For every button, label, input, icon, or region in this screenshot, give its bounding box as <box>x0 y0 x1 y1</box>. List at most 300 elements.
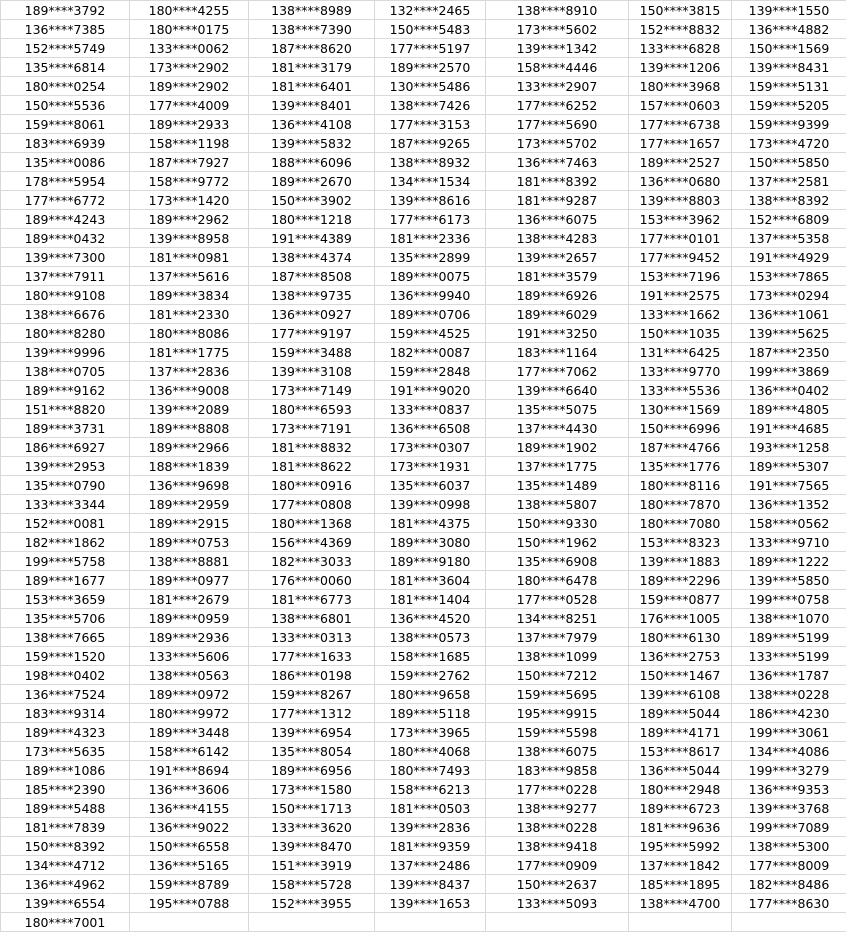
table-cell[interactable]: 181****9287 <box>486 191 629 210</box>
table-cell[interactable]: 136****7385 <box>1 20 130 39</box>
table-cell[interactable]: 177****5690 <box>486 115 629 134</box>
table-cell[interactable]: 136****2753 <box>629 647 732 666</box>
table-cell[interactable]: 199****7089 <box>732 818 846 837</box>
table-cell[interactable]: 133****2907 <box>486 77 629 96</box>
table-cell[interactable]: 136****0680 <box>629 172 732 191</box>
table-cell[interactable]: 189****3448 <box>130 723 249 742</box>
table-cell[interactable]: 150****6558 <box>130 837 249 856</box>
table-cell[interactable]: 181****3604 <box>375 571 486 590</box>
table-cell[interactable]: 195****5992 <box>629 837 732 856</box>
table-cell[interactable]: 181****8392 <box>486 172 629 191</box>
table-cell[interactable]: 177****1312 <box>249 704 375 723</box>
table-cell[interactable]: 136****5165 <box>130 856 249 875</box>
table-cell[interactable]: 133****9770 <box>629 362 732 381</box>
table-cell[interactable]: 137****5616 <box>130 267 249 286</box>
table-cell[interactable]: 180****8280 <box>1 324 130 343</box>
table-cell[interactable]: 177****0101 <box>629 229 732 248</box>
table-cell[interactable]: 199****3279 <box>732 761 846 780</box>
table-cell[interactable]: 180****0175 <box>130 20 249 39</box>
table-cell[interactable]: 186****6927 <box>1 438 130 457</box>
table-cell[interactable]: 138****6676 <box>1 305 130 324</box>
table-cell[interactable]: 159****5695 <box>486 685 629 704</box>
table-cell[interactable]: 189****5118 <box>375 704 486 723</box>
table-cell[interactable]: 191****4685 <box>732 419 846 438</box>
table-cell[interactable]: 159****0877 <box>629 590 732 609</box>
table-cell[interactable]: 139****1550 <box>732 1 846 20</box>
table-cell[interactable]: 189****4805 <box>732 400 846 419</box>
table-cell[interactable]: 181****4375 <box>375 514 486 533</box>
table-cell[interactable]: 137****2486 <box>375 856 486 875</box>
table-cell[interactable]: 187****9265 <box>375 134 486 153</box>
table-cell[interactable]: 130****5486 <box>375 77 486 96</box>
table-cell[interactable]: 173****2902 <box>130 58 249 77</box>
table-cell[interactable]: 182****3033 <box>249 552 375 571</box>
table-cell[interactable]: 199****5758 <box>1 552 130 571</box>
table-cell[interactable]: 152****0081 <box>1 514 130 533</box>
table-cell[interactable]: 153****8617 <box>629 742 732 761</box>
table-cell[interactable]: 136****9022 <box>130 818 249 837</box>
table-cell[interactable]: 150****7212 <box>486 666 629 685</box>
table-cell[interactable]: 136****6508 <box>375 419 486 438</box>
table-cell[interactable]: 180****8116 <box>629 476 732 495</box>
table-cell[interactable]: 139****6954 <box>249 723 375 742</box>
table-cell[interactable]: 131****6425 <box>629 343 732 362</box>
table-cell[interactable] <box>375 913 486 932</box>
table-cell[interactable]: 189****2670 <box>249 172 375 191</box>
table-cell[interactable]: 177****1633 <box>249 647 375 666</box>
table-cell[interactable]: 183****9858 <box>486 761 629 780</box>
table-cell[interactable]: 150****2637 <box>486 875 629 894</box>
table-cell[interactable]: 189****2966 <box>130 438 249 457</box>
table-cell[interactable]: 181****6401 <box>249 77 375 96</box>
table-cell[interactable]: 158****6213 <box>375 780 486 799</box>
table-cell[interactable]: 180****8086 <box>130 324 249 343</box>
table-cell[interactable]: 181****0503 <box>375 799 486 818</box>
table-cell[interactable]: 156****4369 <box>249 533 375 552</box>
table-cell[interactable]: 138****0228 <box>486 818 629 837</box>
table-cell[interactable]: 189****8808 <box>130 419 249 438</box>
table-cell[interactable]: 150****5536 <box>1 96 130 115</box>
table-cell[interactable]: 138****0573 <box>375 628 486 647</box>
table-cell[interactable]: 177****6252 <box>486 96 629 115</box>
table-cell[interactable]: 177****6738 <box>629 115 732 134</box>
table-cell[interactable]: 180****4255 <box>130 1 249 20</box>
table-cell[interactable]: 189****2933 <box>130 115 249 134</box>
table-cell[interactable]: 150****8392 <box>1 837 130 856</box>
table-cell[interactable]: 181****1775 <box>130 343 249 362</box>
table-cell[interactable]: 153****7196 <box>629 267 732 286</box>
table-cell[interactable]: 189****0977 <box>130 571 249 590</box>
table-cell[interactable]: 181****3579 <box>486 267 629 286</box>
table-cell[interactable]: 139****2953 <box>1 457 130 476</box>
table-cell[interactable]: 135****5706 <box>1 609 130 628</box>
table-cell[interactable]: 186****4230 <box>732 704 846 723</box>
table-cell[interactable]: 159****8789 <box>130 875 249 894</box>
table-cell[interactable]: 199****0758 <box>732 590 846 609</box>
table-cell[interactable]: 187****8620 <box>249 39 375 58</box>
table-cell[interactable]: 189****5488 <box>1 799 130 818</box>
table-cell[interactable]: 139****1883 <box>629 552 732 571</box>
table-cell[interactable]: 173****5635 <box>1 742 130 761</box>
table-cell[interactable]: 134****4086 <box>732 742 846 761</box>
table-cell[interactable]: 138****8989 <box>249 1 375 20</box>
table-cell[interactable]: 183****1164 <box>486 343 629 362</box>
table-cell[interactable]: 139****8437 <box>375 875 486 894</box>
table-cell[interactable]: 150****6996 <box>629 419 732 438</box>
table-cell[interactable]: 189****0706 <box>375 305 486 324</box>
table-cell[interactable]: 159****5598 <box>486 723 629 742</box>
table-cell[interactable]: 177****0228 <box>486 780 629 799</box>
table-cell[interactable]: 180****7001 <box>1 913 130 932</box>
table-cell[interactable]: 138****5300 <box>732 837 846 856</box>
table-cell[interactable]: 189****2296 <box>629 571 732 590</box>
table-cell[interactable]: 136****0402 <box>732 381 846 400</box>
table-cell[interactable]: 189****4171 <box>629 723 732 742</box>
table-cell[interactable]: 133****5093 <box>486 894 629 913</box>
table-cell[interactable]: 187****7927 <box>130 153 249 172</box>
table-cell[interactable]: 136****4108 <box>249 115 375 134</box>
table-cell[interactable] <box>249 913 375 932</box>
table-cell[interactable]: 189****2902 <box>130 77 249 96</box>
table-cell[interactable]: 136****9008 <box>130 381 249 400</box>
table-cell[interactable]: 150****1569 <box>732 39 846 58</box>
table-cell[interactable]: 187****8508 <box>249 267 375 286</box>
table-cell[interactable]: 189****2527 <box>629 153 732 172</box>
table-cell[interactable]: 159****1520 <box>1 647 130 666</box>
table-cell[interactable]: 177****0808 <box>249 495 375 514</box>
table-cell[interactable]: 159****4525 <box>375 324 486 343</box>
table-cell[interactable]: 182****8486 <box>732 875 846 894</box>
table-cell[interactable]: 135****6037 <box>375 476 486 495</box>
table-cell[interactable]: 136****4962 <box>1 875 130 894</box>
table-cell[interactable]: 189****6956 <box>249 761 375 780</box>
table-cell[interactable]: 150****3902 <box>249 191 375 210</box>
table-cell[interactable]: 136****4155 <box>130 799 249 818</box>
table-cell[interactable]: 139****6108 <box>629 685 732 704</box>
table-cell[interactable]: 185****1895 <box>629 875 732 894</box>
table-cell[interactable] <box>629 913 732 932</box>
table-cell[interactable]: 150****1713 <box>249 799 375 818</box>
table-cell[interactable]: 189****5307 <box>732 457 846 476</box>
table-cell[interactable]: 137****1775 <box>486 457 629 476</box>
table-cell[interactable]: 180****6593 <box>249 400 375 419</box>
table-cell[interactable]: 152****6809 <box>732 210 846 229</box>
table-cell[interactable]: 173****1580 <box>249 780 375 799</box>
table-cell[interactable]: 139****5832 <box>249 134 375 153</box>
table-cell[interactable]: 189****4323 <box>1 723 130 742</box>
table-cell[interactable]: 139****5625 <box>732 324 846 343</box>
table-cell[interactable]: 136****3606 <box>130 780 249 799</box>
table-cell[interactable]: 189****2936 <box>130 628 249 647</box>
table-cell[interactable]: 189****2570 <box>375 58 486 77</box>
table-cell[interactable]: 187****4766 <box>629 438 732 457</box>
table-cell[interactable]: 138****6801 <box>249 609 375 628</box>
table-cell[interactable]: 180****1218 <box>249 210 375 229</box>
table-cell[interactable]: 139****3108 <box>249 362 375 381</box>
table-cell[interactable]: 138****4283 <box>486 229 629 248</box>
table-cell[interactable]: 134****4712 <box>1 856 130 875</box>
table-cell[interactable]: 181****2336 <box>375 229 486 248</box>
table-cell[interactable]: 132****2465 <box>375 1 486 20</box>
table-cell[interactable]: 177****0909 <box>486 856 629 875</box>
table-cell[interactable]: 181****2679 <box>130 590 249 609</box>
table-cell[interactable]: 137****7979 <box>486 628 629 647</box>
table-cell[interactable]: 183****6939 <box>1 134 130 153</box>
table-cell[interactable]: 176****0060 <box>249 571 375 590</box>
table-cell[interactable]: 180****6130 <box>629 628 732 647</box>
table-cell[interactable]: 159****2762 <box>375 666 486 685</box>
table-cell[interactable]: 188****1839 <box>130 457 249 476</box>
table-cell[interactable] <box>130 913 249 932</box>
table-cell[interactable]: 133****0313 <box>249 628 375 647</box>
table-cell[interactable]: 136****9698 <box>130 476 249 495</box>
table-cell[interactable]: 139****6554 <box>1 894 130 913</box>
table-cell[interactable]: 189****0959 <box>130 609 249 628</box>
table-cell[interactable]: 191****9020 <box>375 381 486 400</box>
table-cell[interactable]: 137****1842 <box>629 856 732 875</box>
table-cell[interactable]: 158****0562 <box>732 514 846 533</box>
table-cell[interactable]: 177****6173 <box>375 210 486 229</box>
table-cell[interactable]: 159****8061 <box>1 115 130 134</box>
table-cell[interactable]: 177****9197 <box>249 324 375 343</box>
table-cell[interactable]: 137****4430 <box>486 419 629 438</box>
table-cell[interactable]: 180****9108 <box>1 286 130 305</box>
table-cell[interactable]: 136****7524 <box>1 685 130 704</box>
table-cell[interactable]: 135****5075 <box>486 400 629 419</box>
table-cell[interactable]: 191****8694 <box>130 761 249 780</box>
table-cell[interactable]: 189****2962 <box>130 210 249 229</box>
table-cell[interactable]: 189****6926 <box>486 286 629 305</box>
table-cell[interactable]: 177****8630 <box>732 894 846 913</box>
table-cell[interactable]: 136****1787 <box>732 666 846 685</box>
table-cell[interactable]: 173****4720 <box>732 134 846 153</box>
table-cell[interactable]: 138****9735 <box>249 286 375 305</box>
table-cell[interactable]: 135****0086 <box>1 153 130 172</box>
table-cell[interactable]: 189****4243 <box>1 210 130 229</box>
table-cell[interactable]: 193****1258 <box>732 438 846 457</box>
table-cell[interactable]: 135****1489 <box>486 476 629 495</box>
table-cell[interactable]: 181****7839 <box>1 818 130 837</box>
table-cell[interactable]: 189****9180 <box>375 552 486 571</box>
table-cell[interactable]: 158****4446 <box>486 58 629 77</box>
table-cell[interactable]: 188****6096 <box>249 153 375 172</box>
table-cell[interactable]: 191****7565 <box>732 476 846 495</box>
table-cell[interactable]: 183****9314 <box>1 704 130 723</box>
table-cell[interactable]: 181****3179 <box>249 58 375 77</box>
table-cell[interactable]: 138****7665 <box>1 628 130 647</box>
table-cell[interactable]: 133****1662 <box>629 305 732 324</box>
table-cell[interactable]: 139****7300 <box>1 248 130 267</box>
table-cell[interactable]: 191****4929 <box>732 248 846 267</box>
table-cell[interactable]: 138****5807 <box>486 495 629 514</box>
table-cell[interactable]: 180****9658 <box>375 685 486 704</box>
table-cell[interactable]: 137****5358 <box>732 229 846 248</box>
table-cell[interactable]: 139****3768 <box>732 799 846 818</box>
table-cell[interactable]: 181****1404 <box>375 590 486 609</box>
table-cell[interactable]: 137****7911 <box>1 267 130 286</box>
table-cell[interactable]: 191****3250 <box>486 324 629 343</box>
table-cell[interactable]: 136****1352 <box>732 495 846 514</box>
table-cell[interactable]: 139****1206 <box>629 58 732 77</box>
table-cell[interactable]: 177****0528 <box>486 590 629 609</box>
table-cell[interactable]: 136****4882 <box>732 20 846 39</box>
table-cell[interactable]: 152****8832 <box>629 20 732 39</box>
table-cell[interactable]: 181****8622 <box>249 457 375 476</box>
table-cell[interactable]: 180****7080 <box>629 514 732 533</box>
table-cell[interactable]: 185****2390 <box>1 780 130 799</box>
table-cell[interactable]: 136****4520 <box>375 609 486 628</box>
table-cell[interactable]: 139****8431 <box>732 58 846 77</box>
table-cell[interactable]: 138****0705 <box>1 362 130 381</box>
table-cell[interactable]: 137****2836 <box>130 362 249 381</box>
table-cell[interactable]: 173****7191 <box>249 419 375 438</box>
table-cell[interactable]: 138****8881 <box>130 552 249 571</box>
table-cell[interactable]: 180****7493 <box>375 761 486 780</box>
table-cell[interactable]: 139****8958 <box>130 229 249 248</box>
table-cell[interactable]: 159****2848 <box>375 362 486 381</box>
table-cell[interactable]: 137****2581 <box>732 172 846 191</box>
table-cell[interactable]: 177****6772 <box>1 191 130 210</box>
table-cell[interactable]: 153****3659 <box>1 590 130 609</box>
table-cell[interactable]: 138****6075 <box>486 742 629 761</box>
table-cell[interactable]: 134****8251 <box>486 609 629 628</box>
table-cell[interactable]: 181****6773 <box>249 590 375 609</box>
table-cell[interactable]: 135****6908 <box>486 552 629 571</box>
table-cell[interactable]: 135****1776 <box>629 457 732 476</box>
table-cell[interactable]: 157****0603 <box>629 96 732 115</box>
table-cell[interactable]: 181****8832 <box>249 438 375 457</box>
table-cell[interactable] <box>732 913 846 932</box>
table-cell[interactable]: 136****7463 <box>486 153 629 172</box>
table-cell[interactable]: 189****3080 <box>375 533 486 552</box>
table-cell[interactable]: 173****7149 <box>249 381 375 400</box>
table-cell[interactable]: 195****9915 <box>486 704 629 723</box>
table-cell[interactable]: 136****6075 <box>486 210 629 229</box>
table-cell[interactable]: 173****1931 <box>375 457 486 476</box>
table-cell[interactable]: 139****9996 <box>1 343 130 362</box>
table-cell[interactable]: 191****4389 <box>249 229 375 248</box>
table-cell[interactable]: 133****5199 <box>732 647 846 666</box>
table-cell[interactable]: 138****4700 <box>629 894 732 913</box>
table-cell[interactable]: 133****3620 <box>249 818 375 837</box>
table-cell[interactable]: 153****7865 <box>732 267 846 286</box>
table-cell[interactable]: 133****9710 <box>732 533 846 552</box>
table-cell[interactable]: 139****2657 <box>486 248 629 267</box>
table-cell[interactable]: 189****1677 <box>1 571 130 590</box>
table-cell[interactable]: 180****0916 <box>249 476 375 495</box>
table-cell[interactable]: 180****3968 <box>629 77 732 96</box>
table-cell[interactable]: 189****2959 <box>130 495 249 514</box>
table-cell[interactable] <box>486 913 629 932</box>
table-cell[interactable]: 150****9330 <box>486 514 629 533</box>
table-cell[interactable]: 133****6828 <box>629 39 732 58</box>
table-cell[interactable]: 177****9452 <box>629 248 732 267</box>
table-cell[interactable]: 139****2089 <box>130 400 249 419</box>
table-cell[interactable]: 133****5606 <box>130 647 249 666</box>
table-cell[interactable]: 177****4009 <box>130 96 249 115</box>
table-cell[interactable]: 139****1653 <box>375 894 486 913</box>
table-cell[interactable]: 153****3962 <box>629 210 732 229</box>
table-cell[interactable]: 189****6723 <box>629 799 732 818</box>
table-cell[interactable]: 158****1685 <box>375 647 486 666</box>
table-cell[interactable]: 138****7426 <box>375 96 486 115</box>
table-cell[interactable]: 134****1534 <box>375 172 486 191</box>
table-cell[interactable]: 180****2948 <box>629 780 732 799</box>
table-cell[interactable]: 159****8267 <box>249 685 375 704</box>
table-cell[interactable]: 159****5205 <box>732 96 846 115</box>
table-cell[interactable]: 198****0402 <box>1 666 130 685</box>
table-cell[interactable]: 158****6142 <box>130 742 249 761</box>
table-cell[interactable]: 180****9972 <box>130 704 249 723</box>
table-cell[interactable]: 177****5197 <box>375 39 486 58</box>
table-cell[interactable]: 153****8323 <box>629 533 732 552</box>
table-cell[interactable]: 136****9353 <box>732 780 846 799</box>
table-cell[interactable]: 180****4068 <box>375 742 486 761</box>
table-cell[interactable]: 189****1902 <box>486 438 629 457</box>
table-cell[interactable]: 176****1005 <box>629 609 732 628</box>
table-cell[interactable]: 138****8932 <box>375 153 486 172</box>
table-cell[interactable]: 159****5131 <box>732 77 846 96</box>
table-cell[interactable]: 189****3834 <box>130 286 249 305</box>
table-cell[interactable]: 138****0563 <box>130 666 249 685</box>
table-cell[interactable]: 189****5199 <box>732 628 846 647</box>
table-cell[interactable]: 152****5749 <box>1 39 130 58</box>
table-cell[interactable]: 138****9277 <box>486 799 629 818</box>
table-cell[interactable]: 180****6478 <box>486 571 629 590</box>
table-cell[interactable]: 180****1368 <box>249 514 375 533</box>
table-cell[interactable]: 189****9162 <box>1 381 130 400</box>
table-cell[interactable]: 138****9418 <box>486 837 629 856</box>
table-cell[interactable]: 189****5044 <box>629 704 732 723</box>
table-cell[interactable]: 133****5536 <box>629 381 732 400</box>
table-cell[interactable]: 182****0087 <box>375 343 486 362</box>
table-cell[interactable]: 139****0998 <box>375 495 486 514</box>
table-cell[interactable]: 187****2350 <box>732 343 846 362</box>
table-cell[interactable]: 139****1342 <box>486 39 629 58</box>
table-cell[interactable]: 138****1099 <box>486 647 629 666</box>
table-cell[interactable]: 177****3153 <box>375 115 486 134</box>
table-cell[interactable]: 181****9636 <box>629 818 732 837</box>
table-cell[interactable]: 173****0294 <box>732 286 846 305</box>
table-cell[interactable]: 133****0062 <box>130 39 249 58</box>
table-cell[interactable]: 180****7870 <box>629 495 732 514</box>
table-cell[interactable]: 182****1862 <box>1 533 130 552</box>
table-cell[interactable]: 178****5954 <box>1 172 130 191</box>
table-cell[interactable]: 181****2330 <box>130 305 249 324</box>
table-cell[interactable]: 181****9359 <box>375 837 486 856</box>
table-cell[interactable]: 135****6814 <box>1 58 130 77</box>
table-cell[interactable]: 189****0753 <box>130 533 249 552</box>
table-cell[interactable]: 150****1035 <box>629 324 732 343</box>
table-cell[interactable]: 191****2575 <box>629 286 732 305</box>
table-cell[interactable]: 133****0837 <box>375 400 486 419</box>
table-cell[interactable]: 139****8803 <box>629 191 732 210</box>
table-cell[interactable]: 150****5850 <box>732 153 846 172</box>
table-cell[interactable]: 177****1657 <box>629 134 732 153</box>
table-cell[interactable]: 151****8820 <box>1 400 130 419</box>
table-cell[interactable]: 136****1061 <box>732 305 846 324</box>
table-cell[interactable]: 135****0790 <box>1 476 130 495</box>
table-cell[interactable]: 173****0307 <box>375 438 486 457</box>
table-cell[interactable]: 139****8470 <box>249 837 375 856</box>
table-cell[interactable]: 159****9399 <box>732 115 846 134</box>
table-cell[interactable]: 189****0972 <box>130 685 249 704</box>
table-cell[interactable]: 138****8910 <box>486 1 629 20</box>
table-cell[interactable]: 199****3061 <box>732 723 846 742</box>
table-cell[interactable]: 189****3731 <box>1 419 130 438</box>
table-cell[interactable]: 189****2915 <box>130 514 249 533</box>
table-cell[interactable]: 181****0981 <box>130 248 249 267</box>
